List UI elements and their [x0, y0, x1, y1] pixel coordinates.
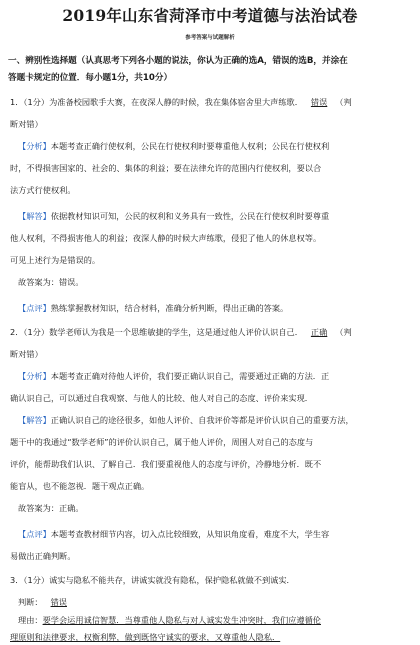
section-heading	[8, 53, 414, 87]
q1-comment-tag: 【点评】	[18, 303, 51, 313]
q2-comment-tag: 【点评】	[18, 529, 51, 539]
q2-solution-line-3: 评价，能帮助我们认识、了解自己．我们要重视他人的态度与评价，冷静地分析．既不	[10, 459, 322, 469]
document-subtitle: 参考答案与试题解析	[185, 35, 235, 41]
q1-solution-line-2: 他人权利，不得损害他人的利益；夜深人静的时候大声练歌，侵犯了他人的休息权等。	[10, 233, 322, 243]
q1-solution-tag: 【解答】	[18, 211, 51, 221]
q2-comment-line-1: 【点评】本题考查教材细节内容，切入点比较细致，从知识角度看，难度不大，学生容	[18, 529, 330, 539]
q1-answer: 错误	[310, 97, 328, 107]
q1-stem-text: 1．（1分）为准备校园歌手大赛，在夜深人静的时候，我在集体宿舍里大声练歌．	[10, 97, 303, 107]
q3-judge-label: 判断：	[18, 597, 43, 607]
q3-judge-answer: 错误	[50, 597, 67, 607]
q2-stem	[10, 326, 352, 338]
q1-analysis-line-2: 时，不得损害国家的、社会的、集体的利益；要在法律允许的范围内行使权利，要以合	[10, 163, 322, 173]
q3-judge	[18, 596, 75, 608]
q2-solution-line-4: 能盲从，也不能忽视．题干观点正确。	[10, 481, 150, 491]
q2-solution-tag: 【解答】	[18, 415, 51, 425]
q2-analysis-line-1: 【分析】本题考查正确对待他人评价，我们要正确认识自己，需要通过正确的方法．正	[18, 371, 330, 381]
q1-analysis-line-1: 【分析】本题考查正确行使权利，公民在行使权利时要尊重他人权利；公民在行使权利	[18, 141, 330, 151]
q1-stem-cont: 断对错）	[10, 119, 43, 129]
q1-comment: 【点评】熟练掌握教材知识，结合材料，准确分析判断，得出正确的答案。	[18, 303, 289, 313]
q2-solution-line-2: 题干中的我通过“数学老师”的评价认识自己，属于他人评价，周围人对自己的态度与	[10, 437, 314, 447]
q1-stem-suffix: （判	[335, 97, 352, 107]
q2-stem-suffix: （判	[335, 327, 352, 337]
q2-stem-text: 2．（1分）数学老师认为我是一个思维敏捷的学生，这是通过他人评价认识自己．	[10, 327, 303, 337]
q2-analysis-tag: 【分析】	[18, 371, 51, 381]
section-heading-line-2: 答题卡规定的位置．每小题1分，共10分）	[8, 73, 173, 83]
document-title: 2019年山东省菏泽市中考道德与法治试卷	[62, 6, 358, 25]
q1-result: 故答案为：错误。	[18, 277, 84, 287]
q1-stem	[10, 96, 352, 108]
q2-comment-line-2: 易做出正确判断。	[10, 551, 76, 561]
q2-stem-cont: 断对错）	[10, 349, 43, 359]
q1-solution-line-3: 可见上述行为是错误的。	[10, 255, 101, 265]
q2-solution-line-1: 【解答】正确认识自己的途径很多，如他人评价、自我评价等都是评价认识自己的重要方法，	[18, 415, 354, 425]
q2-result: 故答案为：正确。	[18, 503, 84, 513]
q1-analysis-line-3: 法方式行使权利。	[10, 185, 76, 195]
q2-answer: 正确	[310, 327, 328, 337]
q3-reason-label: 理由：	[18, 615, 43, 625]
q3-reason-line-1: 理由：要学会运用诚信智慧．当尊重他人隐私与对人诚实发生冲突时，我们应遵循伦	[18, 615, 321, 625]
q2-analysis-line-2: 确认识自己，可以通过自我观察、与他人的比较、他人对自己的态度、评价来实现．	[10, 393, 313, 403]
q1-analysis-tag: 【分析】	[18, 141, 51, 151]
section-heading-line-1: 一、辨别性选择题（认真思考下列各小题的说法，你认为正确的选A，错误的选B，并涂在	[8, 56, 348, 66]
q3-stem: 3．（1分）诚实与隐私不能共存，讲诚实就没有隐私，保护隐私就做不到诚实．	[10, 575, 295, 585]
q1-solution-line-1: 【解答】依据教材知识可知，公民的权利和义务具有一致性，公民在行使权利时要尊重	[18, 211, 330, 221]
q3-reason-line-2: 理原则和法律要求，权衡利弊，做到既恪守诚实的要求，又尊重他人隐私．	[10, 632, 281, 642]
